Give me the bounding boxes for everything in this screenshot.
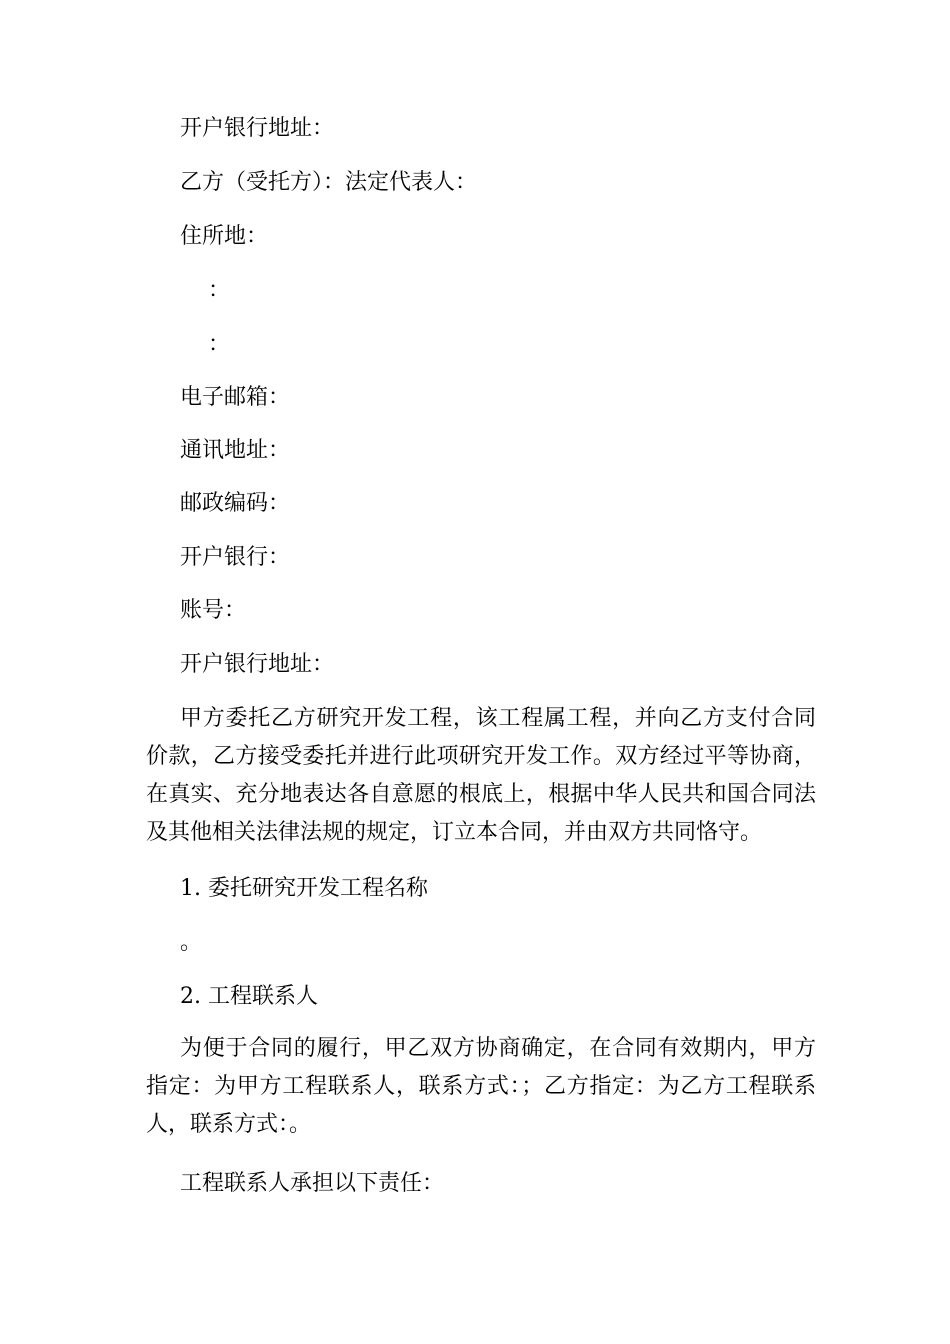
party-b-representative-line: 乙方（受托方）：法定代表人： (180, 170, 478, 195)
intro-paragraph: 甲方委托乙方研究开发工程，该工程属工程，并向乙方支付合同价款，乙方接受委托并进行此项研究开发工作。双方经过平等协商，在真实、充分地表达各自意愿的根底上，根据中华人民共和国合同法及其他相关法律法规的规定，订立本合同，并由双方共同恪守。 (146, 706, 816, 845)
bank-line: 开户银行： (180, 545, 291, 570)
residence-line: 住所地： (180, 224, 269, 249)
bank-address-line-b: 开户银行地址： (180, 652, 335, 677)
section-2-body: 为便于合同的履行，甲乙双方协商确定，在合同有效期内，甲方指定：为甲方工程联系人，联系方式：；乙方指定：为乙方工程联系人，联系方式：。 (146, 1036, 816, 1137)
blank-colon-line-2: ： (208, 332, 231, 357)
section-1-body: 。 (180, 930, 203, 955)
bank-address-line-a: 开户银行地址： (180, 116, 335, 141)
email-line: 电子邮箱： (180, 385, 291, 410)
section-2-title: 2. 工程联系人 (180, 984, 318, 1009)
blank-colon-line-1: ： (208, 278, 231, 303)
postal-code-line: 邮政编码： (180, 491, 291, 516)
responsibilities-line: 工程联系人承担以下责任： (180, 1171, 445, 1196)
account-line: 账号： (180, 598, 247, 623)
section-1-title: 1. 委托研究开发工程名称 (180, 876, 428, 901)
mail-address-line: 通讯地址： (180, 438, 291, 463)
